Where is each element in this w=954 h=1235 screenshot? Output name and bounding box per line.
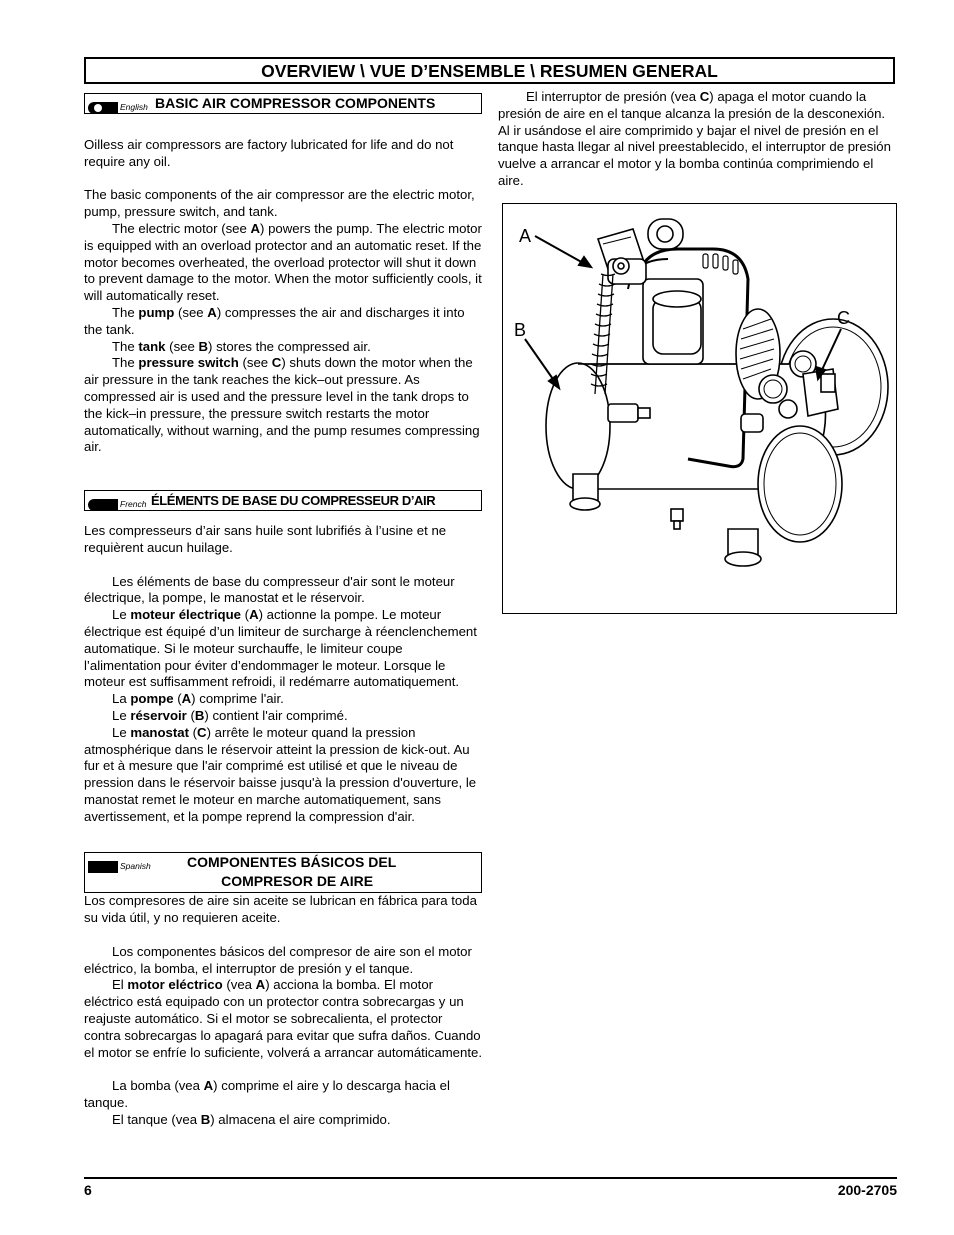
french-paragraph: La pompe (A) comprime l'air.	[112, 691, 284, 707]
figure-label-a: A	[519, 226, 532, 246]
spanish-paragraph: Los compresores de aire sin aceite se lubrican en fábrica para toda su vida útil, y no requieren aceite.	[84, 893, 477, 926]
english-paragraph: The pressure switch (see C) shuts down the motor when the air pressure in the tank reaches the kick–out pressure. As compressed air is used and the pressure level in the tank drops to the kick–in pressure, the pressure switch restarts the motor automatically, without warning, and the pump resumes compressing air.	[84, 355, 480, 455]
english-paragraph: Oilless air compressors are factory lubricated for life and do not require any oil.	[84, 137, 454, 169]
english-paragraph: The pump (see A) compresses the air and discharges it into the tank.	[84, 304, 465, 337]
english-flag-icon: English	[88, 98, 148, 117]
spanish-paragraph: El interruptor de presión (vea C) apaga el motor cuando la presión de aire en el tanque alcanza la presión de la desconexión. Al ir usándose el aire comprimido y bajar el nivel de presión en el tanque hasta llegar al nivel preestablecido, el interruptor de presión vuelve a arrancar el motor y la bomba continúa comprimiendo el aire.	[498, 89, 891, 188]
english-paragraph: The tank (see B) stores the compressed air.	[112, 338, 371, 354]
spanish-heading-text: COMPONENTES BÁSICOS DEL COMPRESOR DE AIRE	[187, 854, 397, 890]
document-number: 200-2705	[837, 1182, 897, 1198]
english-heading-text: BASIC AIR COMPRESSOR COMPONENTS	[155, 95, 436, 111]
spanish-paragraph: El tanque (vea B) almacena el aire comprimido.	[112, 1111, 391, 1127]
figure-label-c: C	[837, 308, 850, 328]
french-paragraph: Les éléments de base du compresseur d'air sont le moteur électrique, la pompe, le manostat et le réservoir.	[84, 573, 455, 606]
page-title: OVERVIEW \ VUE D’ENSEMBLE \ RESUMEN GENERAL	[84, 57, 895, 84]
french-paragraph: Le réservoir (B) contient l'air comprimé.	[112, 707, 348, 723]
french-flag-icon: French	[88, 495, 146, 514]
english-section-heading	[84, 93, 482, 114]
left-column	[84, 93, 482, 1129]
spanish-section-heading	[84, 852, 482, 893]
air-compressor-illustration	[503, 204, 896, 613]
footer-divider	[84, 1177, 897, 1179]
compressor-figure	[502, 203, 897, 614]
spanish-flag-icon: Spanish	[88, 857, 151, 876]
french-section-heading	[84, 490, 482, 511]
spanish-paragraph: El motor eléctrico (vea A) acciona la bomba. El motor eléctrico está equipado con un protector contra sobrecargas y un reajuste automático. Si el motor se sobrecalienta, el protector contra sobrecargas lo apagará para evitar que sufra daños. Cuando el motor se enfríe lo suficiente, volverá a arrancar automáticamente.	[84, 977, 483, 1060]
french-paragraph: Le moteur électrique (A) actionne la pompe. Le moteur électrique est équipé d’un limiteur de surcharge à réenclenchement automatique. Si le moteur surchauffe, le limiteur coupe l’alimentation pour éviter d’endommager le moteur. Lorsque le moteur est suffisamment refroidi, il redémarre automatiquement.	[84, 607, 477, 690]
french-heading-text: ÉLÉMENTS DE BASE DU COMPRESSEUR D’AIR	[151, 493, 436, 509]
english-paragraph: The basic components of the air compressor are the electric motor, pump, pressure switch, and tank.	[84, 187, 475, 220]
english-paragraph: The electric motor (see A) powers the pump. The electric motor is equipped with an overload protector and an automatic reset. If the motor becomes overheated, the overload protector will shut it down to prevent damage to the motor. When the motor sufficiently cools, it will automatically reset.	[84, 220, 482, 304]
right-column	[498, 89, 898, 190]
french-paragraph: Le manostat (C) arrête le moteur quand la pression atmosphérique dans le réservoir atteint la pression de kick-out. Au fur et à mesure que l'air comprimé est utilisé et que le niveau de pression dans le réservoir baisse jusqu'à la pression d'ouverture, le manostat remet le moteur en marche automatiquement, sans avertissement, et la pompe reprend la compression d'air.	[84, 724, 477, 824]
spanish-paragraph: La bomba (vea A) comprime el aire y lo descarga hacia el tanque.	[84, 1078, 450, 1111]
french-paragraph: Les compresseurs d’air sans huile sont lubrifiés à l’usine et ne requièrent aucun huilage.	[84, 523, 447, 555]
page-number: 6	[84, 1182, 92, 1198]
figure-label-b: B	[514, 320, 527, 340]
spanish-paragraph: Los componentes básicos del compresor de aire son el motor eléctrico, la bomba, el interruptor de presión y el tanque.	[84, 943, 472, 976]
